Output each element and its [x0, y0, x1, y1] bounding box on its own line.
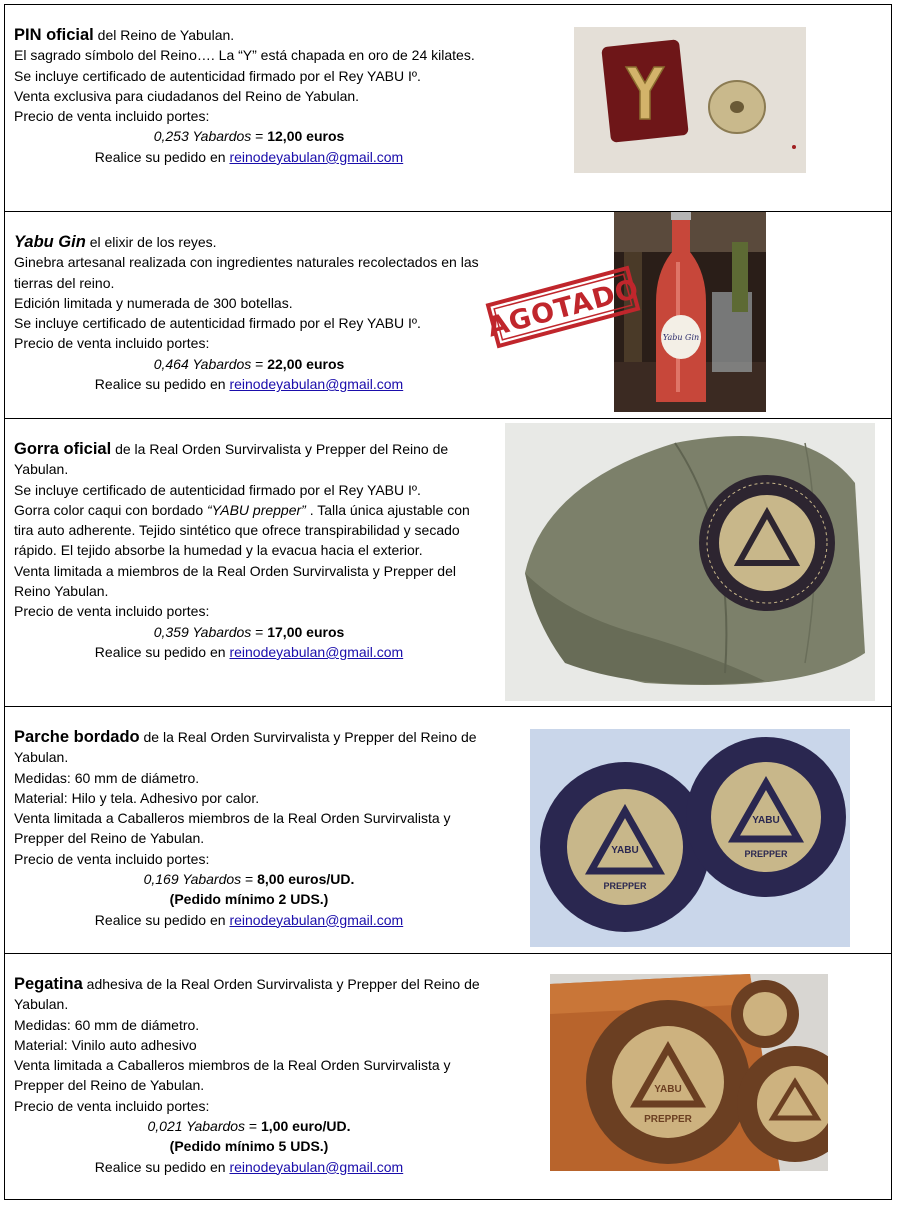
price-yabardos: 0,253 Yabardos [153, 128, 252, 145]
product-catalog-table [4, 4, 892, 1200]
product-row-gin [5, 212, 891, 419]
price-line [14, 354, 484, 374]
stamp-text: AGOTADO [484, 273, 643, 344]
bottle-label: Yabu Gin [662, 333, 700, 342]
badge-center-bottom: PREPPER [644, 1114, 692, 1125]
product-subtitle: el elixir de los reyes. [85, 234, 217, 250]
badge-center-bottom: PREPPER [603, 881, 647, 891]
product-text [14, 232, 484, 394]
minimum-order-text: (Pedido mínimo 5 UDS.) [169, 1138, 329, 1155]
price-equals: = [251, 355, 268, 372]
desc-text: . Talla única ajustable con tira auto adherente. Tejido sintético que ofrece transpirabilidad y secado rápido. El tejido absorbe la humedad y la evacua hacia el exterior. [14, 501, 470, 559]
order-text: Realice su pedido en [94, 148, 230, 165]
cap-photo [505, 423, 875, 701]
order-text: Realice su pedido en [94, 643, 230, 660]
price-line [14, 126, 484, 146]
product-line: Material: Hilo y tela. Adhesivo por calor. [14, 789, 260, 806]
order-text: Realice su pedido en [94, 911, 230, 928]
price-euros: 22,00 euros [267, 355, 345, 372]
product-line: Medidas: 60 mm de diámetro. [14, 1016, 200, 1033]
product-line: Precio de venta incluido portes: [14, 108, 210, 125]
product-title: Yabu Gin [14, 233, 86, 251]
product-line: Material: Vinilo auto adhesivo [14, 1036, 197, 1053]
product-title: Pegatina [14, 975, 83, 993]
product-line: Ginebra artesanal realizada con ingredientes naturales recolectados en las tierras del reino. [14, 254, 479, 291]
order-line [14, 910, 484, 930]
product-row-cap [5, 419, 891, 707]
minimum-order-text: (Pedido mínimo 2 UDS.) [169, 891, 329, 908]
product-text [14, 727, 484, 930]
product-line: Precio de venta incluido portes: [14, 850, 210, 867]
sticker-top-right [731, 980, 799, 1048]
price-line [14, 869, 484, 889]
price-equals: = [251, 623, 268, 640]
patch-photo [530, 729, 850, 947]
product-subtitle: de la Real Orden Survirvalista y Prepper del Reino de Yabulan. [14, 729, 477, 766]
sticker-photo [550, 974, 828, 1171]
price-yabardos: 0,464 Yabardos [153, 355, 252, 372]
product-subtitle: de la Real Orden Survirvalista y Prepper del Reino de Yabulan. [14, 441, 449, 478]
product-title: Gorra oficial [14, 440, 112, 458]
product-line: Venta limitada a Caballeros miembros de la Real Orden Survirvalista y Prepper del Reino de Yabulan. [14, 810, 451, 847]
product-title: Parche bordado [14, 728, 140, 746]
desc-italic: “YABU prepper” [207, 501, 306, 518]
sticker-main [586, 1000, 750, 1164]
product-title: PIN oficial [14, 26, 94, 44]
email-link[interactable]: reinodeyabulan@gmail.com [229, 643, 404, 660]
price-euros: 12,00 euros [267, 128, 345, 145]
price-equals: = [251, 128, 268, 145]
product-line: Medidas: 60 mm de diámetro. [14, 769, 200, 786]
badge-center-top: YABU [654, 1084, 682, 1095]
order-text: Realice su pedido en [94, 376, 230, 393]
email-link[interactable]: reinodeyabulan@gmail.com [229, 1158, 404, 1175]
price-yabardos: 0,021 Yabardos [147, 1118, 246, 1135]
minimum-order [14, 889, 484, 909]
price-yabardos: 0,359 Yabardos [153, 623, 252, 640]
pin-photo [574, 27, 806, 173]
product-line: Venta limitada a miembros de la Real Orden Survirvalista y Prepper del Reino Yabulan. [14, 562, 456, 600]
order-line [14, 642, 484, 662]
email-link[interactable]: reinodeyabulan@gmail.com [229, 148, 404, 165]
order-text: Realice su pedido en [94, 1158, 230, 1175]
product-line: Edición limitada y numerada de 300 botellas. [14, 294, 293, 311]
product-text [14, 25, 484, 167]
price-euros: 17,00 euros [267, 623, 345, 640]
product-text [14, 974, 484, 1177]
product-line: Se incluye certificado de autenticidad firmado por el Rey YABU Iº. [14, 67, 421, 84]
email-link[interactable]: reinodeyabulan@gmail.com [229, 376, 404, 393]
price-equals: = [245, 1118, 262, 1135]
product-line: Venta limitada a Caballeros miembros de la Real Orden Survirvalista y Prepper del Reino de Yabulan. [14, 1057, 451, 1094]
minimum-order [14, 1136, 484, 1156]
patch-right [686, 737, 846, 897]
email-link[interactable]: reinodeyabulan@gmail.com [229, 911, 404, 928]
price-equals: = [241, 871, 258, 888]
product-line: Precio de venta incluido portes: [14, 335, 210, 352]
product-row-pin [5, 5, 891, 212]
product-row-sticker [5, 954, 891, 1199]
sold-out-stamp [483, 272, 643, 342]
product-line: Precio de venta incluido portes: [14, 603, 210, 620]
badge-center-top: YABU [611, 845, 639, 856]
badge-center-bottom: PREPPER [744, 849, 788, 859]
product-line: Se incluye certificado de autenticidad firmado por el Rey YABU Iº. [14, 481, 421, 498]
product-line: Precio de venta incluido portes: [14, 1097, 210, 1114]
product-line: Se incluye certificado de autenticidad firmado por el Rey YABU Iº. [14, 315, 421, 332]
patch-left [540, 762, 710, 932]
price-line [14, 1116, 484, 1136]
product-row-patch [5, 707, 891, 954]
order-line [14, 1157, 484, 1177]
price-euros: 1,00 euro/UD. [261, 1118, 351, 1135]
product-text [14, 439, 484, 662]
product-subtitle: adhesiva de la Real Orden Survirvalista y Prepper del Reino de Yabulan. [14, 976, 480, 1013]
price-yabardos: 0,169 Yabardos [143, 871, 242, 888]
order-line [14, 374, 484, 394]
badge-center-top: YABU [752, 815, 780, 826]
desc-text: Gorra color caqui con bordado [14, 501, 207, 518]
product-line: El sagrado símbolo del Reino…. La “Y” está chapada en oro de 24 kilates. [14, 47, 475, 64]
product-subtitle: del Reino de Yabulan. [93, 27, 235, 43]
order-line [14, 147, 484, 167]
cap-badge [699, 475, 835, 611]
product-line: Venta exclusiva para ciudadanos del Reino de Yabulan. [14, 87, 360, 104]
price-line [14, 622, 484, 642]
price-euros: 8,00 euros/UD. [257, 871, 355, 888]
product-description [14, 500, 484, 561]
